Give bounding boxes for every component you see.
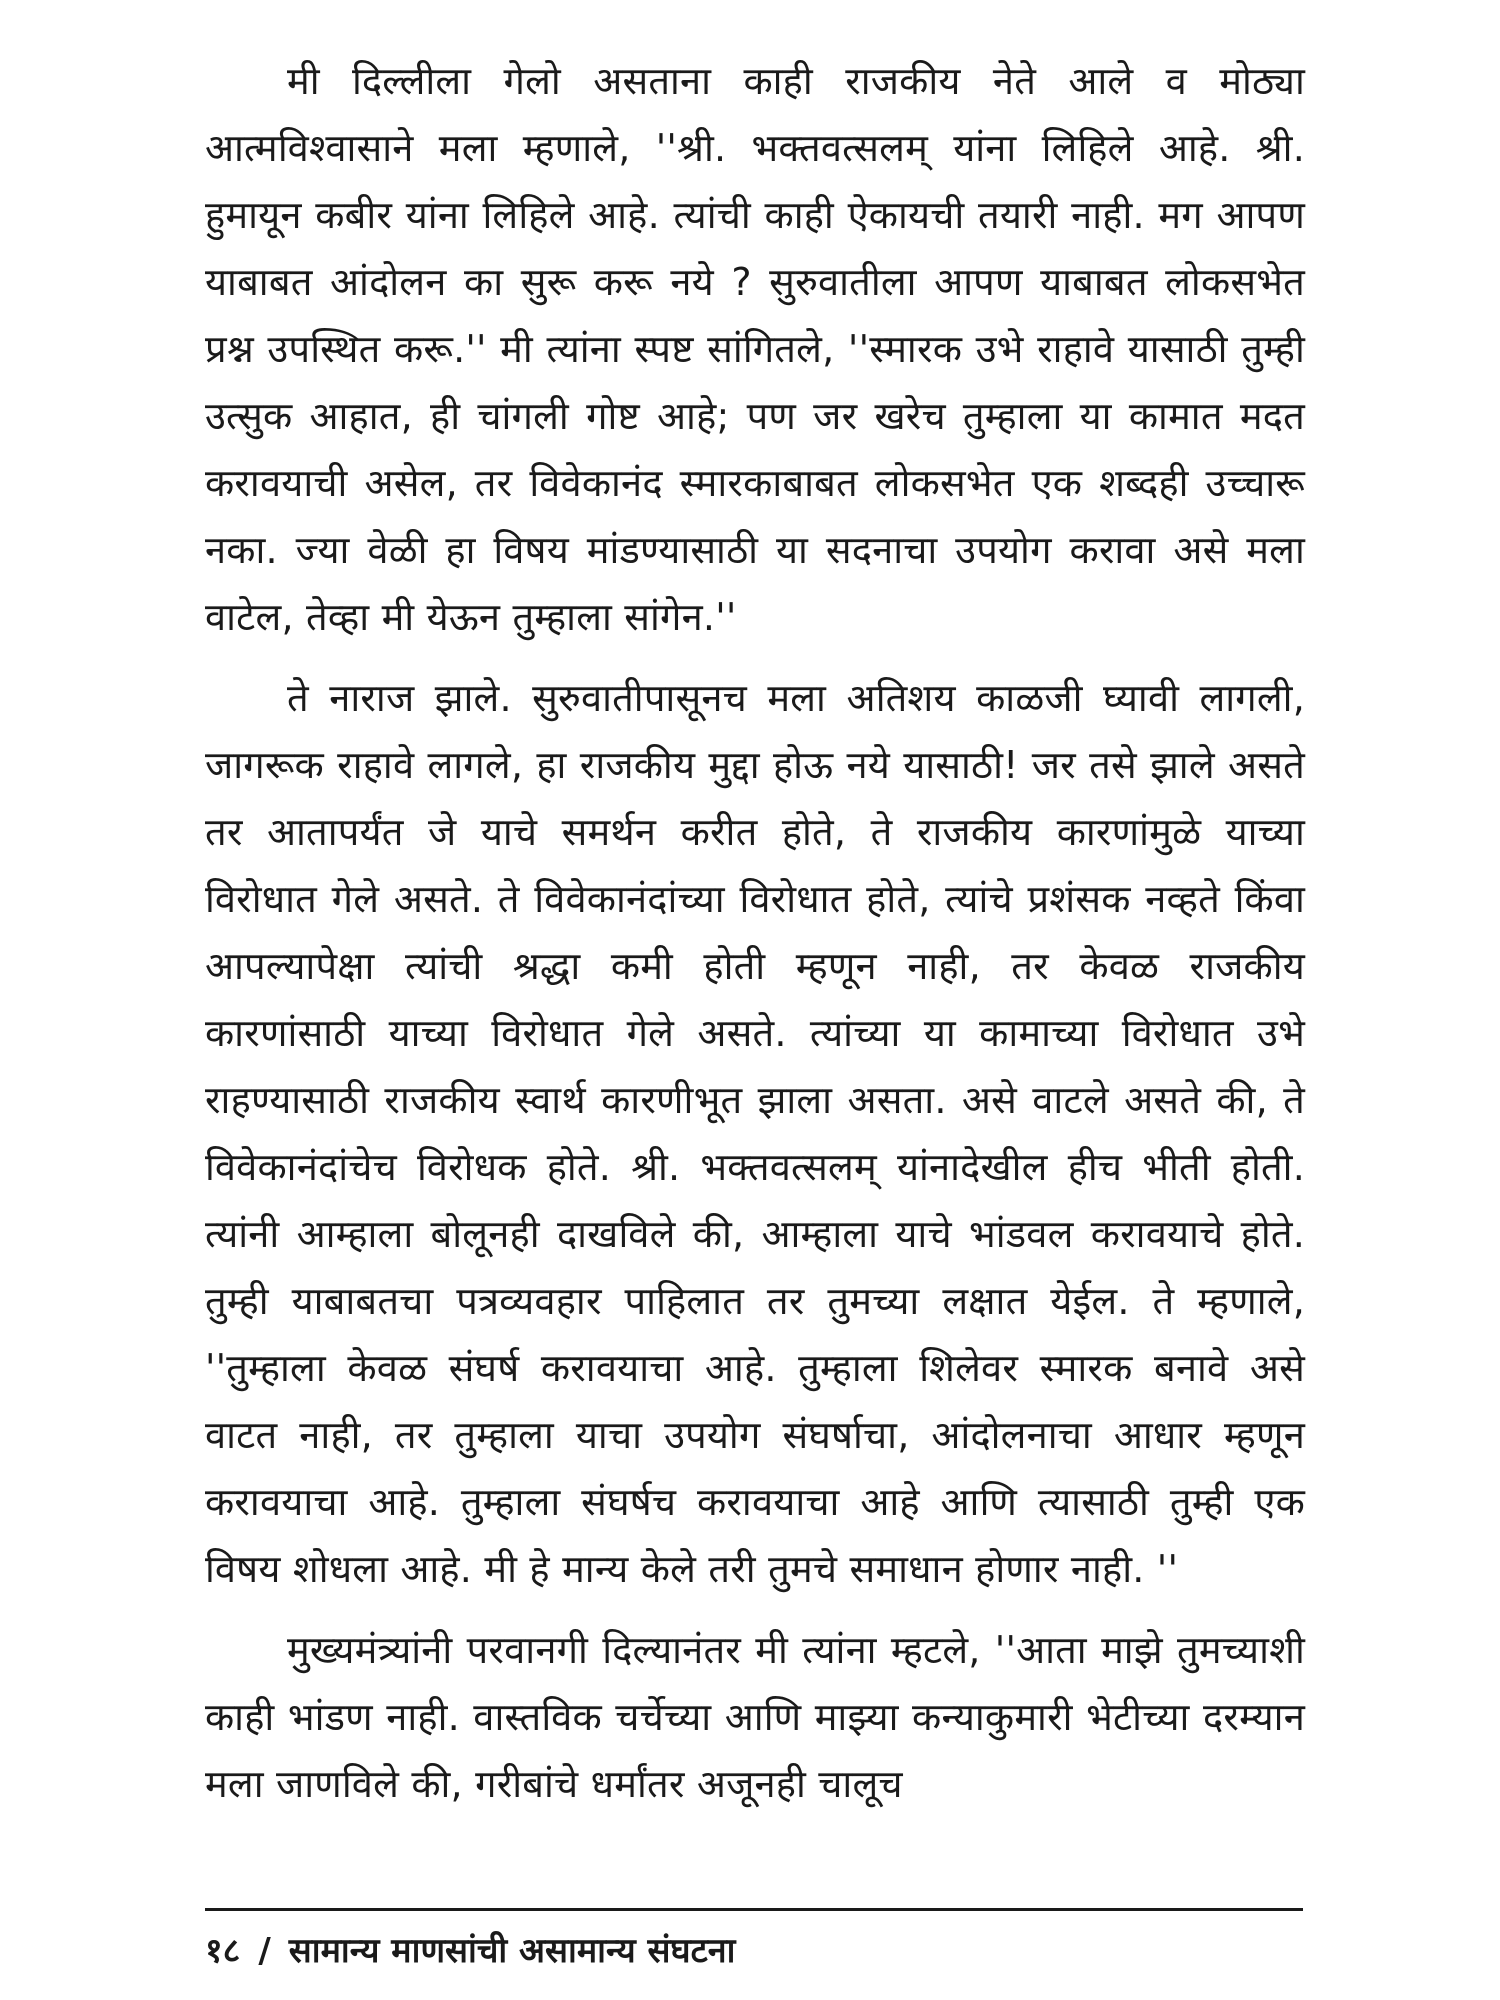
page-number: १८ <box>205 1931 241 1971</box>
paragraph-1: मी दिल्लीला गेलो असताना काही राजकीय नेते आले व मोठ्या आत्मविश्वासाने मला म्हणाले, ''श्री. भक्तवत्सलम् यांना लिहिले आहे. श्री. हुमायून कबीर यांना लिहिले आहे. त्यांची काही ऐकायची तयारी नाही. मग आपण याबाबत आंदोलन का सुरू करू नये ? सुरुवातीला आपण याबाबत लोकसभेत प्रश्न उपस्थित करू.'' मी त्यांना स्पष्ट सांगितले, ''स्मारक उभे राहावे यासाठी तुम्ही उत्सुक आहात, ही चांगली गोष्ट आहे; पण जर खरेच तुम्हाला या कामात मदत करावयाची असेल, तर विवेकानंद स्मारकाबाबत लोकसभेत एक शब्दही उच्चारू नका. ज्या वेळी हा विषय मांडण्यासाठी या सदनाचा उपयोग करावा असे मला वाटेल, तेव्हा मी येऊन तुम्हाला सांगेन.'' <box>205 59 1305 639</box>
footer-separator: / <box>258 1931 271 1971</box>
page-body <box>205 48 1305 1948</box>
page-footer <box>205 1928 1303 1974</box>
paragraph-3: मुख्यमंत्र्यांनी परवानगी दिल्यानंतर मी त्यांना म्हटले, ''आता माझे तुमच्याशी काही भांडण नाही. वास्तविक चर्चेच्या आणि माझ्या कन्याकुमारी भेटीच्या दरम्यान मला जाणविले की, गरीबांचे धर्मांतर अजूनही चालूच <box>205 1628 1305 1806</box>
book-title: सामान्य माणसांची असामान्य संघटना <box>288 1931 736 1971</box>
paragraph-2: ते नाराज झाले. सुरुवातीपासूनच मला अतिशय काळजी घ्यावी लागली, जागरूक राहावे लागले, हा राजकीय मुद्दा होऊ नये यासाठी! जर तसे झाले असते तर आतापर्यंत जे याचे समर्थन करीत होते, ते राजकीय कारणांमुळे याच्या विरोधात गेले असते. ते विवेकानंदांच्या विरोधात होते, त्यांचे प्रशंसक नव्हते किंवा आपल्यापेक्षा त्यांची श्रद्धा कमी होती म्हणून नाही, तर केवळ राजकीय कारणांसाठी याच्या विरोधात गेले असते. त्यांच्या या कामाच्या विरोधात उभे राहण्यासाठी राजकीय स्वार्थ कारणीभूत झाला असता. असे वाटले असते की, ते विवेकानंदांचेच विरोधक होते. श्री. भक्तवत्सलम् यांनादेखील हीच भीती होती. त्यांनी आम्हाला बोलूनही दाखविले की, आम्हाला याचे भांडवल करावयाचे होते. तुम्ही याबाबतचा पत्रव्यवहार पाहिलात तर तुमच्या लक्षात येईल. ते म्हणाले, ''तुम्हाला केवळ संघर्ष करावयाचा आहे. तुम्हाला शिलेवर स्मारक बनावे असे वाटत नाही, तर तुम्हाला याचा उपयोग संघर्षाचा, आंदोलनाचा आधार म्हणून करावयाचा आहे. तुम्हाला संघर्षच करावयाचा आहे आणि त्यासाठी तुम्ही एक विषय शोधला आहे. मी हे मान्य केले तरी तुमचे समाधान होणार नाही. '' <box>205 676 1305 1591</box>
footer-rule <box>205 1908 1303 1911</box>
